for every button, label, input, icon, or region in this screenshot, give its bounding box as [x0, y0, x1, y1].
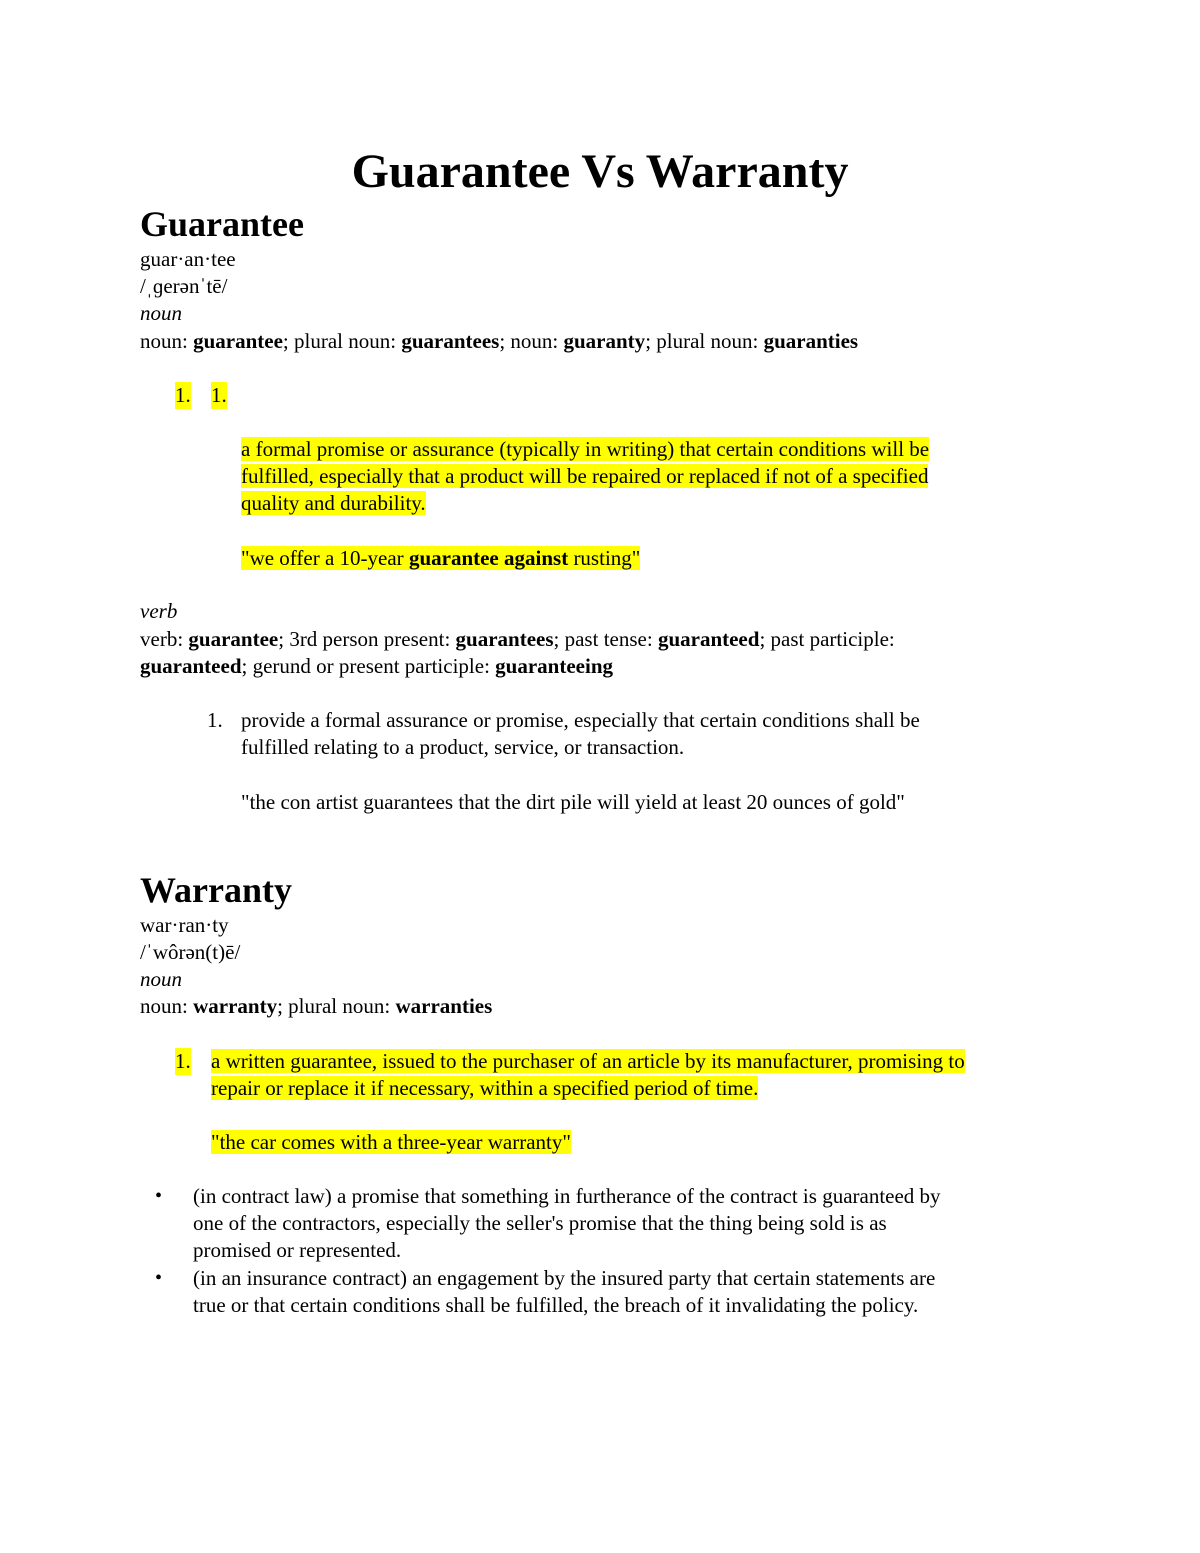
warranty-bullet-1: (in contract law) a promise that something in furtherance of the contract is guaranteed by: [193, 1184, 941, 1208]
verb-sense-marker: 1.: [207, 708, 223, 732]
guarantee-verb-forms-line2: guaranteed; gerund or present participle: guaranteeing: [140, 654, 613, 678]
guarantee-noun-forms: noun: guarantee; plural noun: guarantees; noun: guaranty; plural noun: guaranties: [140, 329, 859, 353]
guarantee-pos-noun: noun: [140, 301, 182, 325]
warranty-sense-definition: a written guarantee, issued to the purchaser of an article by its manufacturer, promising to: [211, 1049, 965, 1073]
warranty-sense-definition-line2: repair or replace it if necessary, within a specified period of time.: [211, 1076, 759, 1100]
warranty-pos-noun: noun: [140, 967, 182, 991]
warranty-bullet-1-line3: promised or represented.: [193, 1238, 402, 1262]
bullet-marker: •: [155, 1267, 163, 1289]
warranty-noun-forms: noun: warranty; plural noun: warranties: [140, 994, 493, 1018]
verb-sense-definition: provide a formal assurance or promise, especially that certain conditions shall be: [241, 708, 920, 732]
warranty-bullet-2: (in an insurance contract) an engagement by the insured party that certain statements are: [193, 1266, 936, 1290]
warranty-bullet-1-line2: one of the contractors, especially the seller's promise that the thing being sold is as: [193, 1211, 887, 1235]
guarantee-pronunciation: /ˌɡerənˈtē/: [140, 274, 228, 298]
guarantee-heading: Guarantee: [140, 204, 304, 244]
warranty-sense-example: "the car comes with a three-year warranty": [211, 1130, 571, 1154]
noun-sense-definition-line3: quality and durability.: [241, 491, 426, 515]
warranty-syllables: war·ran·ty: [140, 913, 229, 937]
page-title: Guarantee Vs Warranty: [351, 145, 849, 198]
noun-sense-definition: a formal promise or assurance (typically in writing) that certain conditions will be: [241, 437, 930, 461]
noun-sense-marker-outer: 1.: [175, 383, 191, 407]
verb-sense-example: "the con artist guarantees that the dirt pile will yield at least 20 ounces of gold": [241, 790, 905, 814]
warranty-pronunciation: /ˈwôrən(t)ē/: [140, 940, 241, 964]
noun-sense-definition-line2: fulfilled, especially that a product will be repaired or replaced if not of a specified: [241, 464, 929, 488]
warranty-heading: Warranty: [140, 870, 292, 910]
guarantee-syllables: guar·an·tee: [140, 247, 236, 271]
guarantee-pos-verb: verb: [140, 599, 178, 623]
noun-sense-example: "we offer a 10-year guarantee against rusting": [241, 546, 641, 570]
noun-sense-marker-inner: 1.: [211, 383, 227, 407]
warranty-sense-marker: 1.: [175, 1049, 191, 1073]
verb-sense-definition-line2: fulfilled relating to a product, service, or transaction.: [241, 735, 685, 759]
bullet-marker: •: [155, 1185, 163, 1207]
warranty-bullet-2-line2: true or that certain conditions shall be fulfilled, the breach of it invalidating the policy.: [193, 1293, 919, 1317]
guarantee-verb-forms: verb: guarantee; 3rd person present: guarantees; past tense: guaranteed; past participle:: [140, 627, 895, 651]
